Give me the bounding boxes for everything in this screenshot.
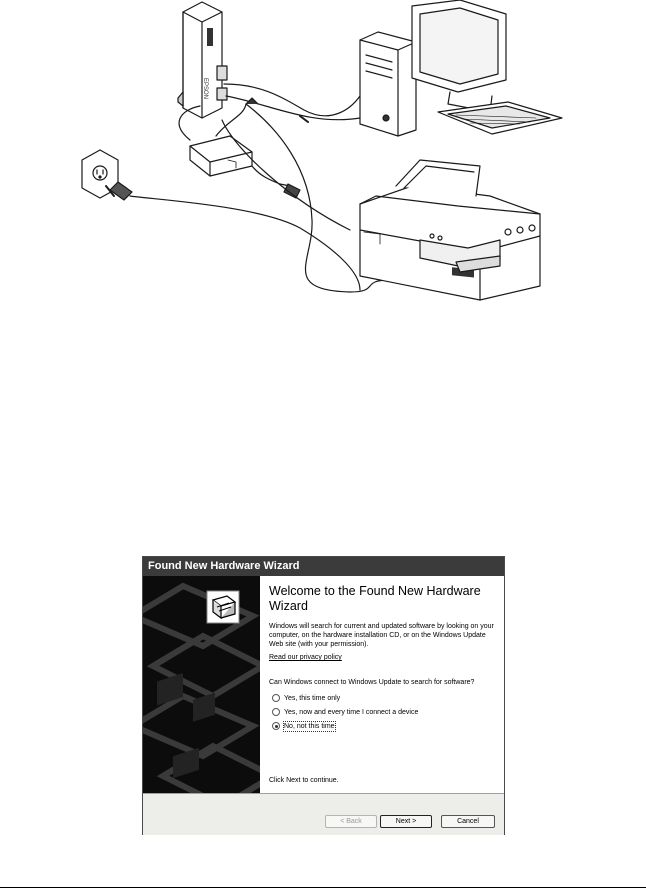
wizard-description: Windows will search for current and updated software by looking on your computer, on the hardware installation CD, or on the Windows Update Web site (with your permission). [269,623,494,648]
wizard-button-bar [143,793,504,835]
radio-no-not-this-time[interactable] [272,722,280,730]
power-adapter-icon [190,136,252,176]
cancel-button[interactable]: Cancel [441,815,495,828]
continue-instruction: Click Next to continue. [269,777,339,784]
desktop-computer-icon [360,0,562,136]
connection-illustration [60,0,580,310]
option-yes-every-time[interactable] [269,705,498,719]
print-server-icon [178,2,227,118]
svg-text:EPSON: EPSON [202,78,208,100]
option-label: Yes, now and every time I connect a device [284,708,419,716]
printer-icon [360,160,540,300]
found-new-hardware-wizard-dialog [142,556,505,835]
page-bottom-rule [0,887,646,888]
option-label: No, not this time [284,722,335,730]
next-button[interactable]: Next > [380,815,432,828]
option-label: Yes, this time only [284,694,341,702]
update-question: Can Windows connect to Windows Update to search for software? [269,679,475,686]
wizard-heading: Welcome to the Found New Hardware Wizard [269,584,481,613]
back-button[interactable]: < Back [325,815,377,828]
option-yes-this-time[interactable] [269,691,498,705]
privacy-policy-link[interactable]: Read our privacy policy [269,654,342,661]
option-no-not-this-time[interactable] [269,719,498,733]
radio-yes-this-time[interactable] [272,694,280,702]
dialog-title: Found New Hardware Wizard [148,560,300,572]
wizard-content [260,576,504,793]
wizard-sidebar-graphic [143,576,260,793]
dialog-title-bar[interactable] [143,557,504,576]
hardware-wizard-icon [207,591,239,623]
radio-yes-every-time[interactable] [272,708,280,716]
